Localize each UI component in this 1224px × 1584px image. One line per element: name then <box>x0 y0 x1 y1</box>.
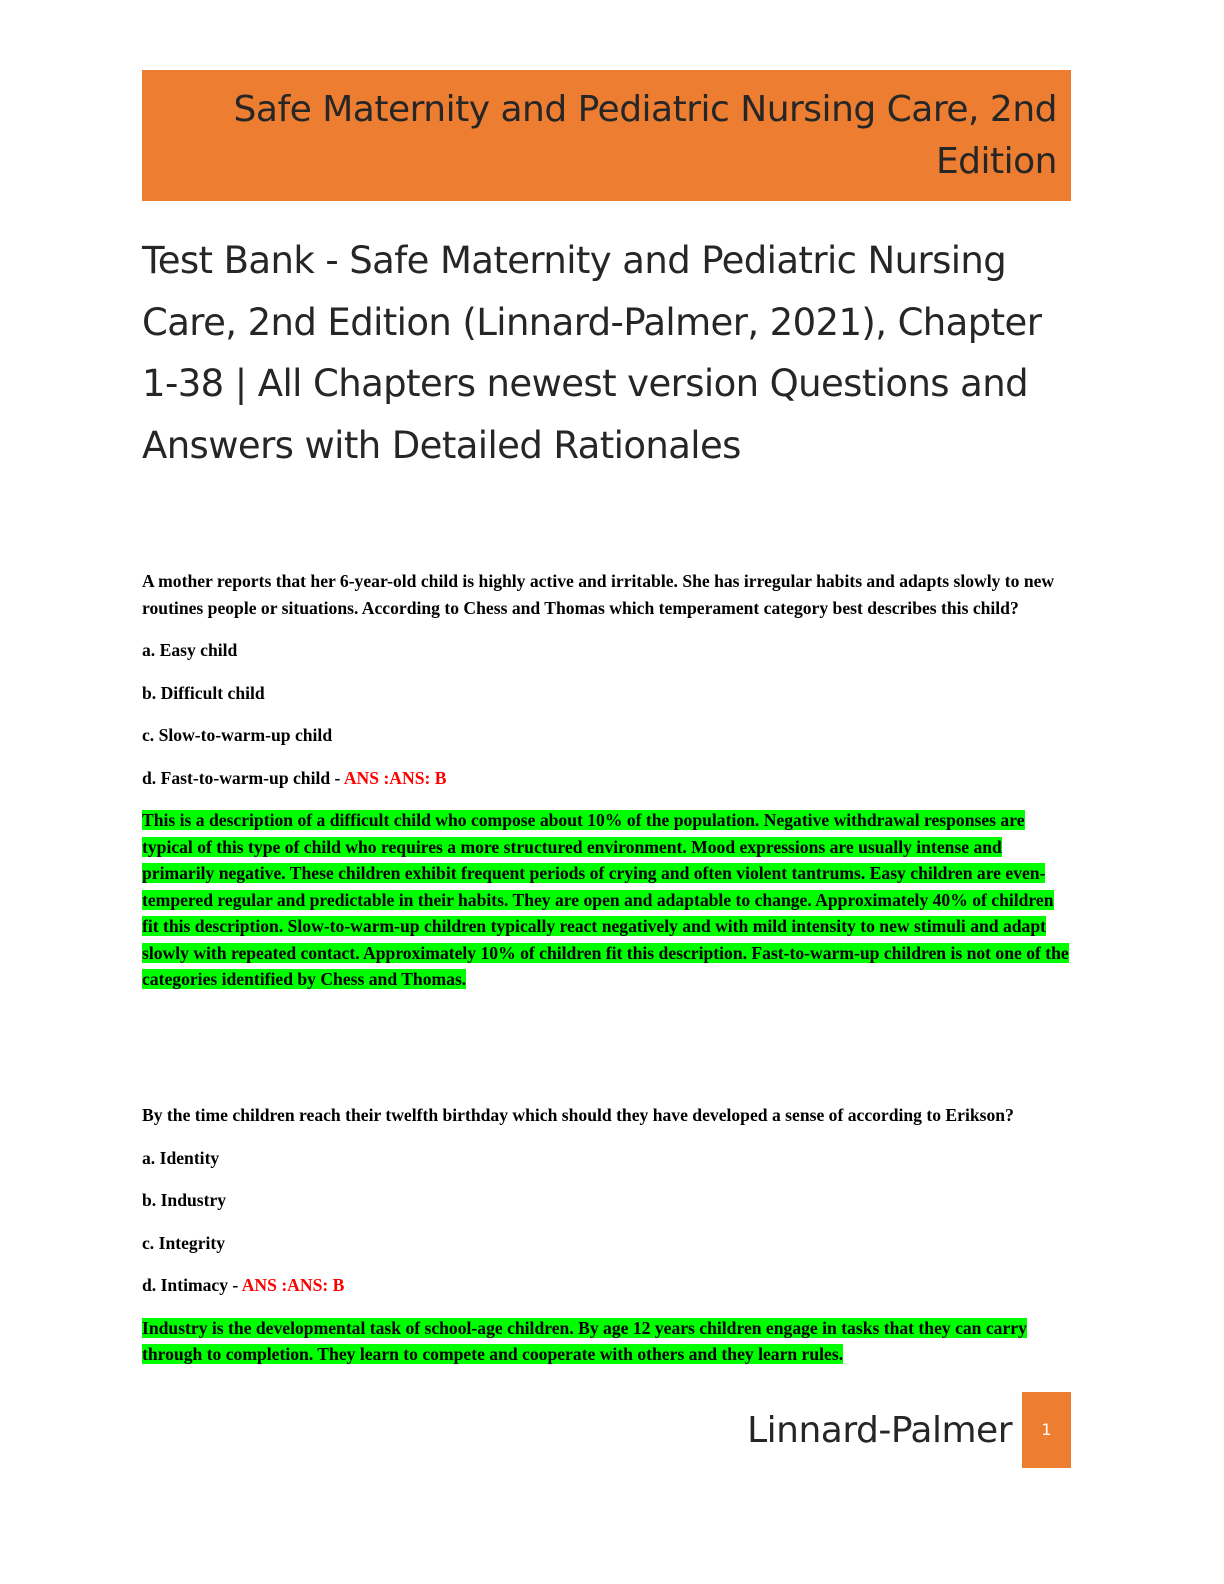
option-a: a. Easy child <box>142 640 238 660</box>
question-stem: By the time children reach their twelfth birthday which should they have developed a sense of according to Erikson? <box>142 1105 1014 1125</box>
option-d <box>142 765 1072 792</box>
footer-author: Linnard-Palmer <box>747 1410 1012 1451</box>
question-1 <box>142 568 1072 993</box>
document-title: Test Bank - Safe Maternity and Pediatric Nursing Care, 2nd Edition (Linnard-Palmer, 2021), Chapter 1-38 | All Chapters newest version Questions and Answers with Detailed Rationales <box>142 239 1042 467</box>
rationale <box>142 1315 1072 1368</box>
option-c: c. Integrity <box>142 1232 226 1253</box>
page-number: 1 <box>1022 1392 1071 1468</box>
option-b: b. Industry <box>142 1190 227 1210</box>
answer-key: ANS :ANS: B <box>241 1275 345 1295</box>
option-c: c. Slow-to-warm-up child <box>142 725 333 745</box>
answer-key: ANS :ANS: B <box>343 767 447 788</box>
option-d <box>142 1272 1072 1299</box>
rationale-text: This is a description of a difficult child who compose about 10% of the population. Negative withdrawal responses are typical of this type of child who requires a more structured environment. Mood expressions are usually intense and primarily negative. These children exhibit frequent periods of crying and often violent tantrums. Easy children are even-tempered regular and predictable in their habits. They are open and adaptable to change. Approximately 40% of children fit this description. Slow-to-warm-up children typically react negatively and with mild intensity to new stimuli and adapt slowly with repeated contact. Approximately 10% of children fit this description. Fast-to-warm-up children is not one of the categories identified by Chess and Thomas. <box>142 810 1069 989</box>
option-d-label: d. Intimacy - <box>142 1275 242 1295</box>
header-banner <box>142 70 1071 201</box>
option-a: a. Identity <box>142 1147 220 1168</box>
rationale-text: Industry is the developmental task of school-age children. By age 12 years children engage in tasks that they can carry through to completion. They learn to compete and cooperate with others and they learn rules. <box>142 1317 1027 1364</box>
rationale <box>142 807 1072 993</box>
question-2 <box>142 1102 1072 1368</box>
option-d-label: d. Fast-to-warm-up child - <box>142 767 344 788</box>
option-b: b. Difficult child <box>142 682 265 703</box>
question-stem: A mother reports that her 6-year-old child is highly active and irritable. She has irregular habits and adapts slowly to new routines people or situations. According to Chess and Thomas which temperament category best describes this child? <box>142 571 1055 618</box>
book-title: Safe Maternity and Pediatric Nursing Care, 2nd Edition <box>233 89 1057 182</box>
